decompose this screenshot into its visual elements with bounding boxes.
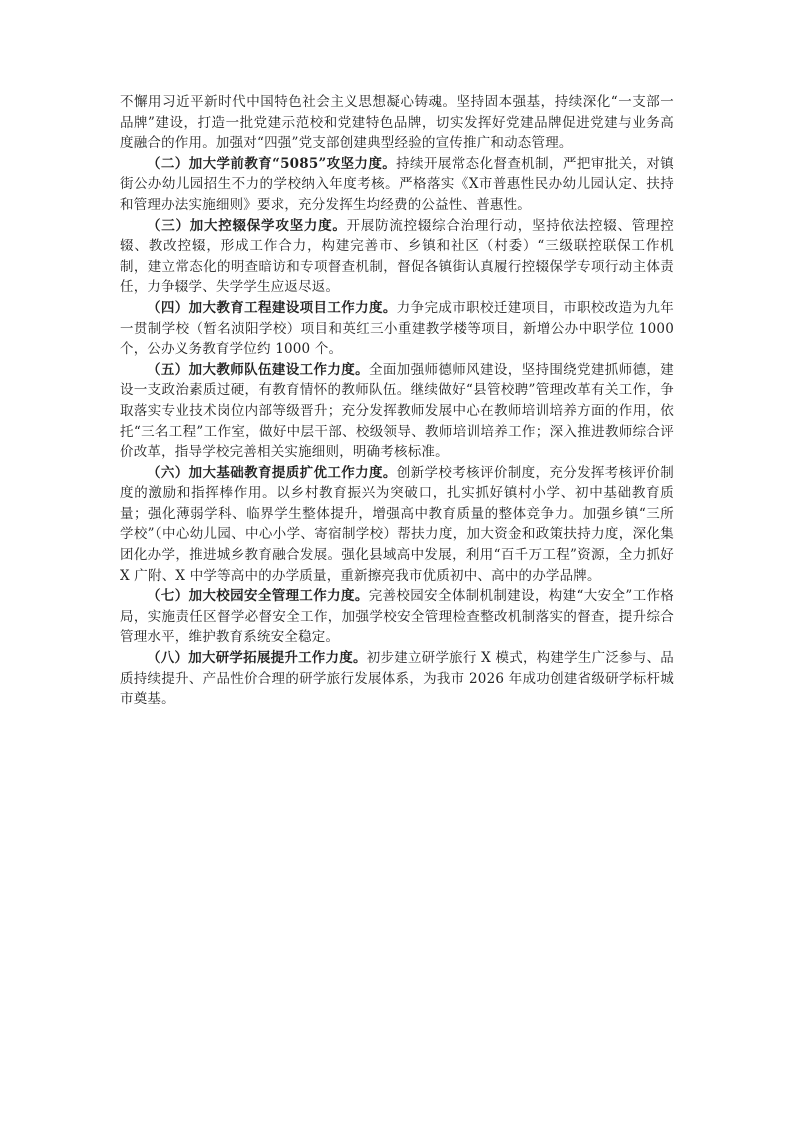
section-2-heading: （二）加大学前教育“5085”攻坚力度。 bbox=[147, 155, 397, 172]
section-3-body: 开展防流控辍综合治理行动，坚持依法控辍、管理控辍、教改控辍，形成工作合力，构建完善市、乡镇和社区（村委）“三级联控联保工作机制，建立常态化的明查暗访和专项督查机制，督促各镇街认真履行控辍保学专项行动主体责任，力争辍学、失学学生应返尽返。 bbox=[120, 217, 674, 296]
intro-paragraph: 不懈用习近平新时代中国特色社会主义思想凝心铸魂。坚持固本强基，持续深化“一支部一品牌”建设，打造一批党建示范校和党建特色品牌，切实发挥好党建品牌促进党建与业务高度融合的作用。加强对“四强”党支部创建典型经验的宣传推广和动态管理。 bbox=[120, 94, 674, 152]
section-5-paragraph bbox=[120, 360, 674, 463]
section-5-heading: （五）加大教师队伍建设工作力度。 bbox=[147, 361, 369, 378]
section-4-heading: （四）加大教育工程建设项目工作力度。 bbox=[147, 299, 397, 316]
section-6-paragraph bbox=[120, 463, 674, 587]
section-7-body: 完善校园安全体制机制建设，构建“大安全”工作格局，实施责任区督学必督安全工作，加强学校安全管理检查整改机制落实的督查，提升综合管理水平，维护教育系统安全稳定。 bbox=[120, 588, 675, 646]
section-7-paragraph bbox=[120, 586, 674, 648]
section-4-paragraph bbox=[120, 298, 674, 360]
section-6-body: 创新学校考核评价制度，充分发挥考核评价制度的激励和指挥棒作用。以乡村教育振兴为突破口，扎实抓好镇村小学、初中基础教育质量；强化薄弱学科、临界学生整体提升，增强高中教育质量的整体竞争力。加强乡镇“三所学校”（中心幼儿园、中心小学、寄宿制学校）帮扶力度，加大资金和政策扶持力度，深化集团化办学，推进城乡教育融合发展。强化县域高中发展，利用“百千万工程”资源，全力抓好 X 广附、X 中学等高中的办学质量，重新擦亮我市优质初中、高中的办学品牌。 bbox=[120, 464, 674, 584]
section-2-paragraph bbox=[120, 154, 674, 216]
section-4-body: 力争完成市职校迁建项目，市职校改造为九年一贯制学校（暂名浈阳学校）项目和英红三小重建教学楼等项目，新增公办中职学位 1000 个，公办义务教育学位约 1000 个。 bbox=[120, 299, 674, 358]
section-7-heading: （七）加大校园安全管理工作力度。 bbox=[147, 588, 369, 605]
section-8-heading: （八）加大研学拓展提升工作力度。 bbox=[147, 650, 367, 667]
section-3-heading: （三）加大控辍保学攻坚力度。 bbox=[147, 217, 347, 234]
section-8-paragraph bbox=[120, 648, 674, 710]
section-2-body: 持续开展常态化督查机制，严把审批关，对镇街公办幼儿园招生不力的学校纳入年度考核。严格落实《X市普惠性民办幼儿园认定、扶持和管理办法实施细则》要求，充分发挥生均经费的公益性、普惠性。 bbox=[120, 155, 675, 213]
section-6-heading: （六）加大基础教育提质扩优工作力度。 bbox=[147, 464, 397, 481]
document-page bbox=[120, 92, 674, 710]
section-3-paragraph bbox=[120, 216, 674, 298]
section-5-body: 全面加强师德师风建设，坚持围绕党建抓师德，建设一支政治素质过硬，有教育情怀的教师队伍。继续做好“县管校聘”管理改革有关工作，争取落实专业技术岗位内部等级晋升；充分发挥教师发展中心在教师培训培养方面的作用，依托“三名工程”工作室，做好中层干部、校级领导、教师培训培养工作；深入推进教师综合评价改革，指导学校完善相关实施细则，明确考核标准。 bbox=[120, 361, 674, 461]
section-8-body: 初步建立研学旅行 X 模式，构建学生广泛参与、品质持续提升、产品性价合理的研学旅行发展体系，为我市 2026 年成功创建省级研学标杆城市奠基。 bbox=[120, 650, 674, 708]
